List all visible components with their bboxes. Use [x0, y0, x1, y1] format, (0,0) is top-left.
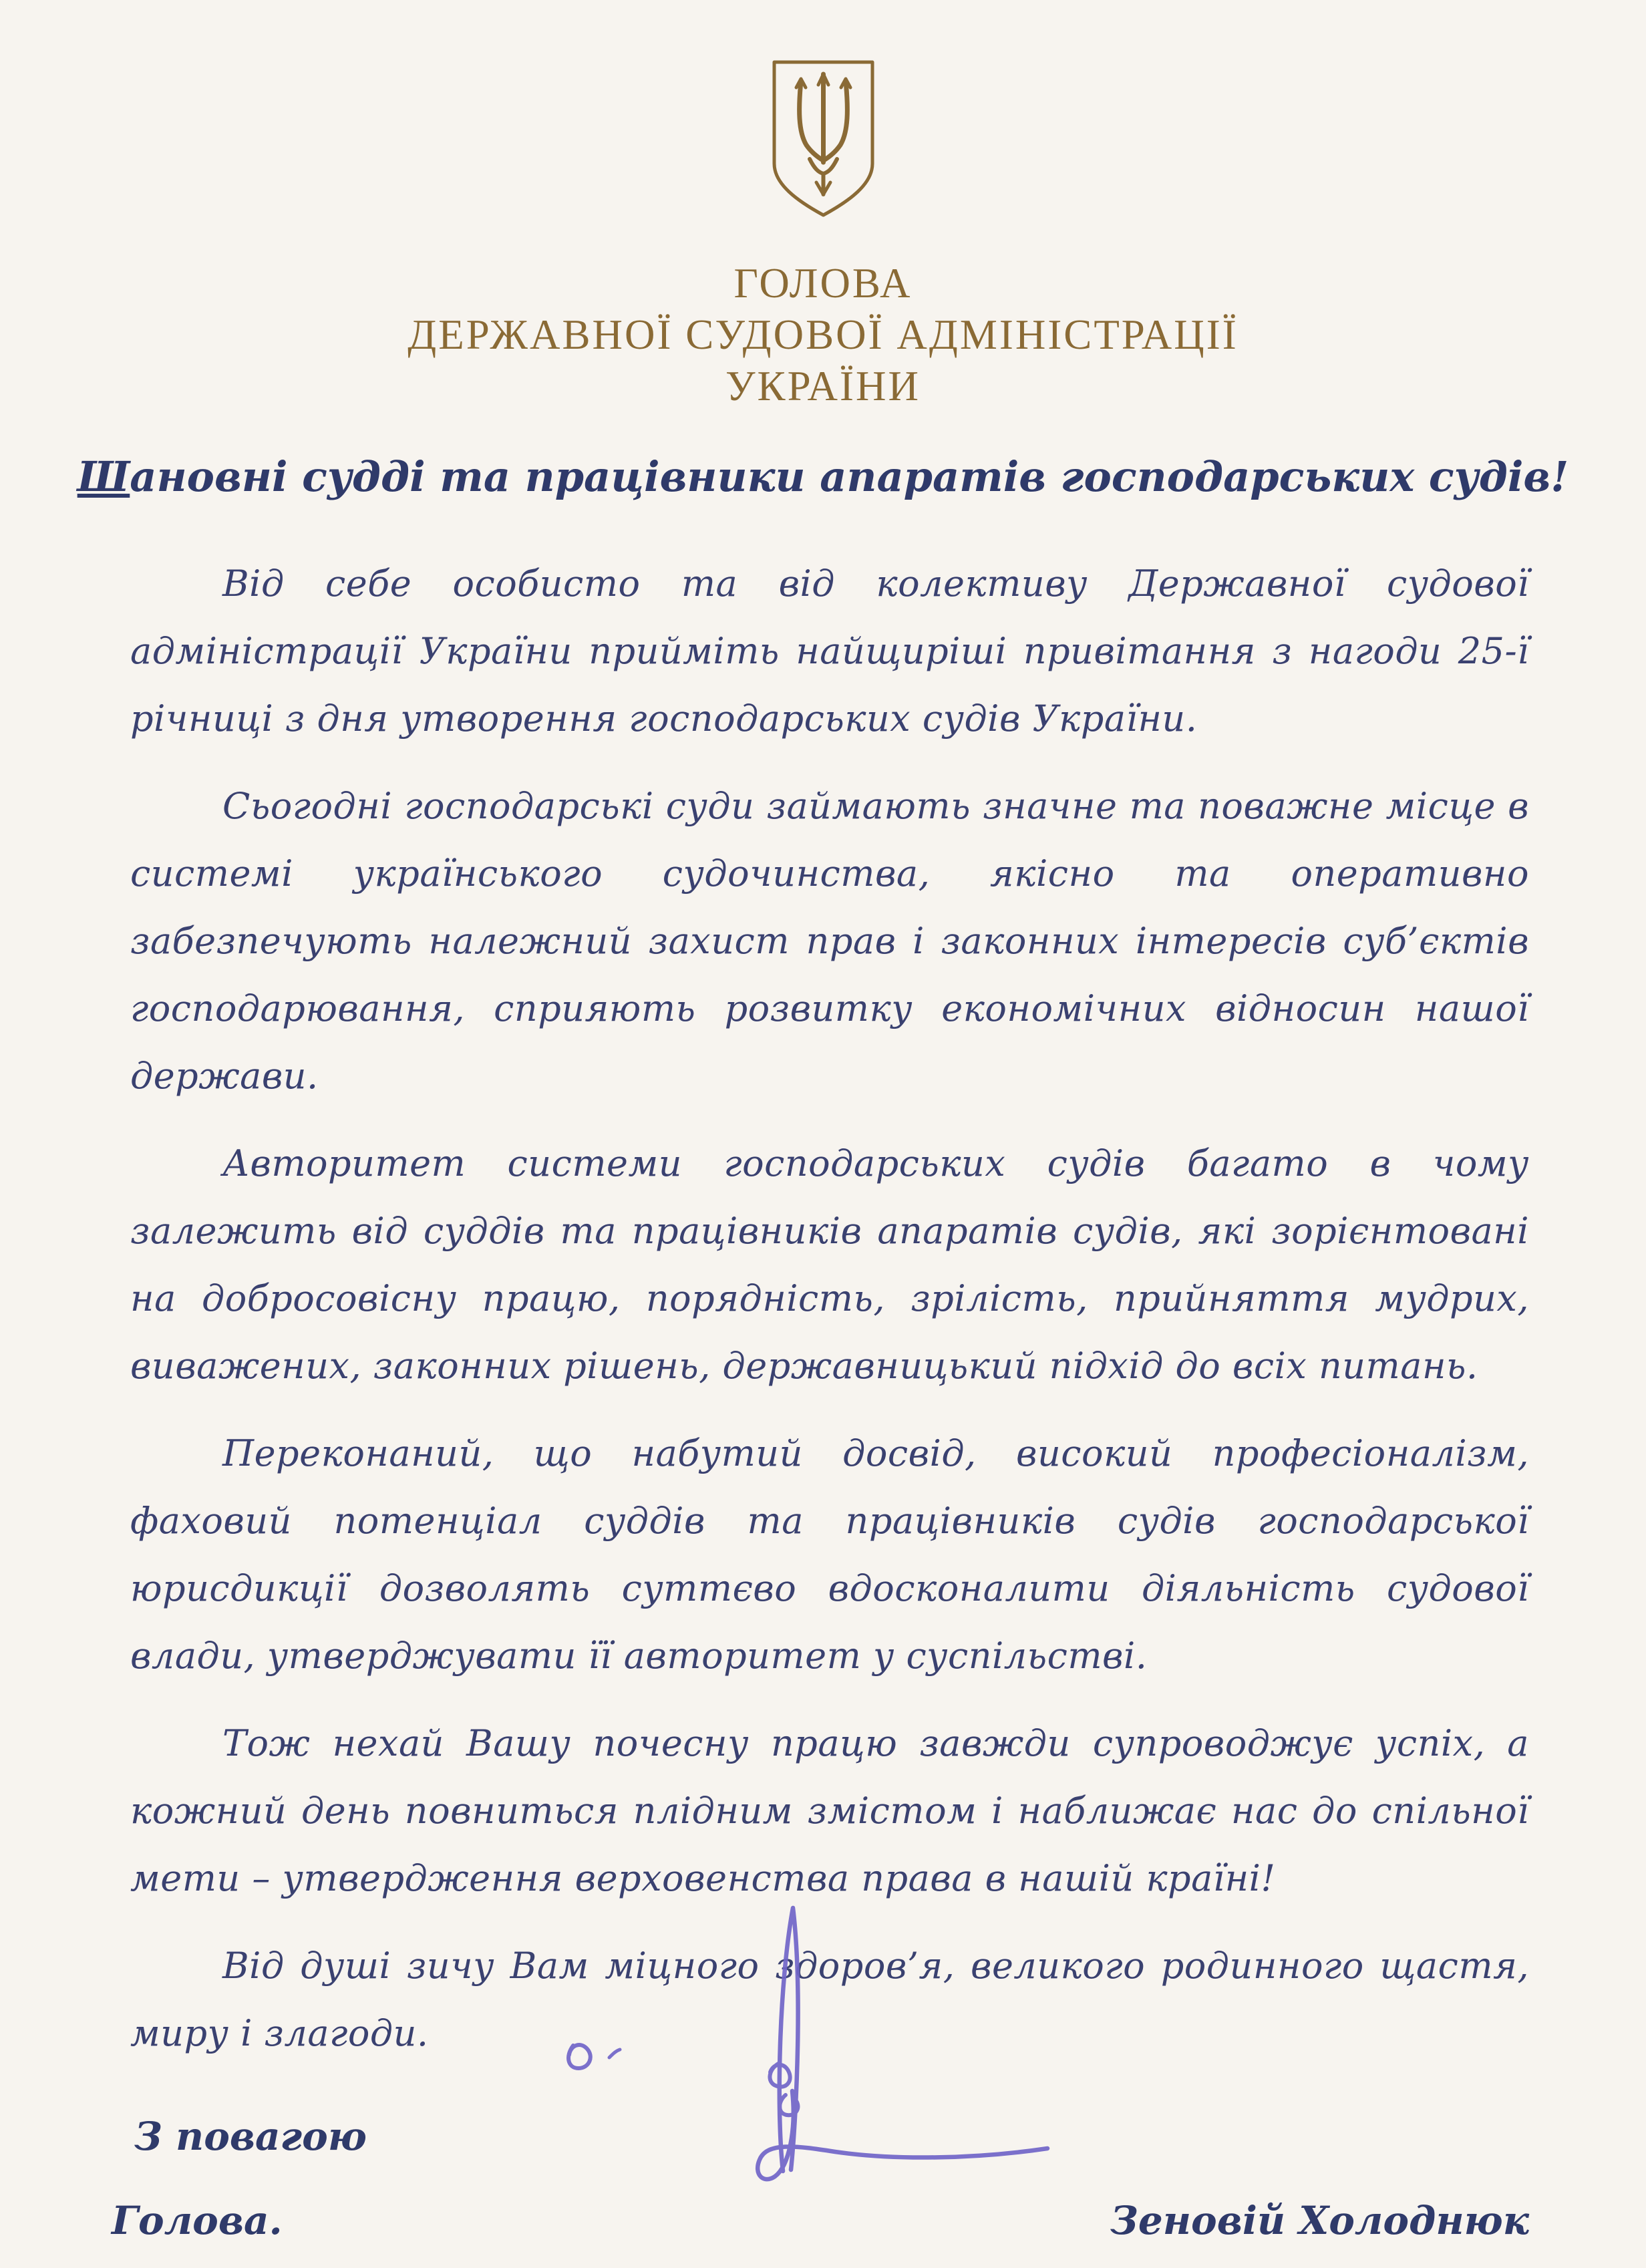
letter-paragraph: Тож нехай Вашу почесну працю завжди супроводжує успіх, а кожний день повниться плідним змістом і наближає нас до спільної мети – утвердження верховенства права в нашій країні! — [130, 1722, 1529, 1899]
letterhead-title — [0, 258, 1646, 412]
coat-of-arms-icon — [765, 57, 882, 220]
closing-regards: З повагою — [134, 2114, 367, 2159]
salutation-heading: Шановні судді та працівники апаратів господарських судів! — [77, 452, 1569, 501]
closing-name: Зеновій Холоднюк — [1110, 2198, 1529, 2243]
letter-paragraph: Сьогодні господарські суди займають значне та поважне місце в системі українського судочинства, якісно та оперативно забезпечують належний захист прав і законних інтересів суб’єктів господарювання, сприяють розвитку економічних відносин нашої держави. — [130, 785, 1529, 1097]
letter-paragraph: Переконаний, що набутий досвід, високий професіоналізм, фаховий потенціал суддів та працівників судів господарської юрисдикції дозволять суттєво вдосконалити діяльність судової влади, утверджувати її авторитет у суспільстві. — [130, 1432, 1529, 1677]
letter-paragraph: Від душі зичу Вам міцного здоров’я, великого родинного щастя, миру і злагоди. — [130, 1945, 1529, 2054]
letterhead-line2: ДЕРЖАВНОЇ СУДОВОЇ АДМІНІСТРАЦІЇ — [407, 311, 1239, 358]
closing-title: Голова. — [112, 2198, 283, 2243]
letter-paragraph: Авторитет системи господарських судів багато в чому залежить від суддів та працівників апаратів судів, які зорієнтовані на добросовісну працю, порядність, зрілість, прийняття мудрих, виважених, законних рішень, державницький підхід до всіх питань. — [130, 1142, 1529, 1387]
letter-body — [0, 550, 1646, 2067]
letterhead-line1: ГОЛОВА — [733, 260, 913, 307]
letterhead-line3: УКРАЇНИ — [725, 363, 921, 410]
letter-paragraph: Від себе особисто та від колективу Державної судової адміністрації України прийміть найщиріші привітання з нагоди 25-ї річниці з дня утворення господарських судів України. — [130, 562, 1529, 740]
closing-block — [0, 2114, 1646, 2243]
